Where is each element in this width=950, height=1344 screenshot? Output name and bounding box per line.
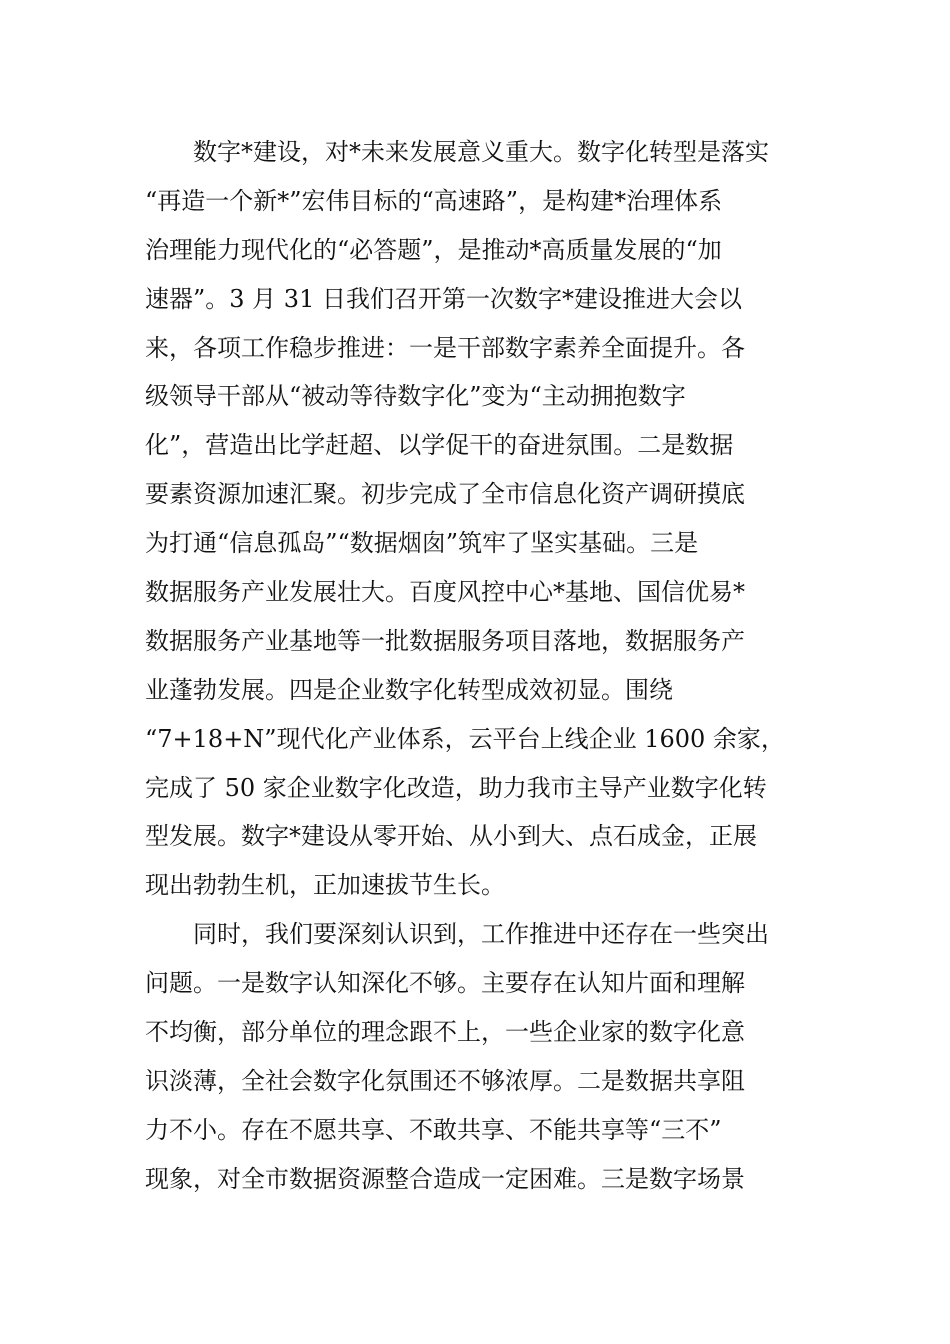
text-line: “7+18+N”现代化产业体系，云平台上线企业 1600 余家，	[145, 724, 785, 753]
text-line: 来，各项工作稳步推进：一是干部数字素养全面提升。各	[145, 333, 745, 362]
text-line: 力不小。存在不愿共享、不敢共享、不能共享等“三不”	[145, 1115, 722, 1144]
text-line: 完成了 50 家企业数字化改造，助力我市主导产业数字化转	[145, 773, 767, 802]
text-line: 业蓬勃发展。四是企业数字化转型成效初显。围绕	[145, 675, 673, 704]
text-line: 速器”。3 月 31 日我们召开第一次数字*建设推进大会以	[145, 284, 742, 313]
text-line: 数据服务产业发展壮大。百度风控中心*基地、国信优易*	[145, 578, 745, 607]
text-line: 化”，营造出比学赶超、以学促干的奋进氛围。二是数据	[145, 431, 734, 460]
text-line: 识淡薄，全社会数字化氛围还不够浓厚。二是数据共享阻	[145, 1066, 745, 1095]
text-line: 现象，对全市数据资源整合造成一定困难。三是数字场景	[145, 1164, 745, 1193]
text-line: 问题。一是数字认知深化不够。主要存在认知片面和理解	[145, 969, 745, 998]
text-line: 同时，我们要深刻认识到，工作推进中还存在一些突出	[193, 920, 769, 949]
text-line: 现出勃勃生机，正加速拔节生长。	[145, 871, 505, 900]
paragraph-1	[145, 128, 810, 910]
text-line: 要素资源加速汇聚。初步完成了全市信息化资产调研摸底	[145, 480, 745, 509]
text-line: 数字*建设，对*未来发展意义重大。数字化转型是落实	[193, 138, 769, 166]
text-line: 为打通“信息孤岛”“数据烟囱”筑牢了坚实基础。三是	[145, 529, 699, 558]
text-line: 不均衡，部分单位的理念跟不上，一些企业家的数字化意	[145, 1018, 745, 1047]
paragraph-2	[145, 910, 810, 1203]
text-line: 型发展。数字*建设从零开始、从小到大、点石成金，正展	[145, 822, 757, 851]
text-line: 治理能力现代化的“必答题”，是推动*高质量发展的“加	[145, 235, 722, 264]
body-text	[145, 128, 810, 1204]
text-line: “再造一个新*”宏伟目标的“高速路”，是构建*治理体系	[145, 186, 723, 215]
text-line: 级领导干部从“被动等待数字化”变为“主动拥抱数字	[145, 382, 686, 411]
text-line: 数据服务产业基地等一批数据服务项目落地，数据服务产	[145, 626, 745, 655]
